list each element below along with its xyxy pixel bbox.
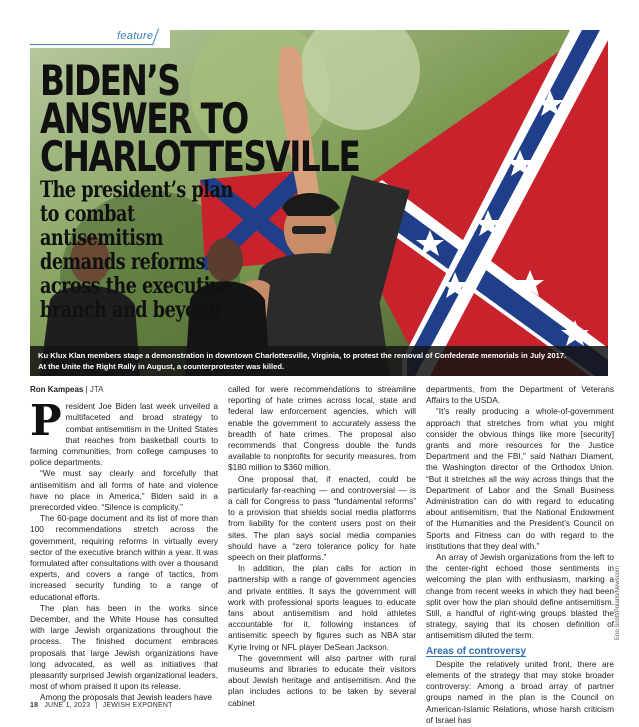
section-label: feature xyxy=(117,30,154,42)
article-paragraph: Despite the relatively united front, there are elements of the strategy that may stoke broader controversy: Among a broad array of partner groups named in the plan is the Council on American-Islamic Relations, whose harsh criticism of Israel has xyxy=(426,658,614,725)
byline-separator: | xyxy=(83,385,90,394)
article-paragraph: called for were recommendations to streamline reporting of hate crimes across local, state and federal law enforcement agencies, which will enable the government to accurately assess the breadth of hate crimes. The proposal also recommends that Congress double the funds available to nonprofits for security measures, from $180 million to $360 million. xyxy=(228,384,416,473)
article-paragraph: One proposal that, if enacted, could be particularly far-reaching — and controversial — is a call for Congress to pass “fundamental reforms” to a provision that shields social media platforms from liability for the content users post on their sites. The plan says social media companies should have a “zero tolerance policy for hate speech on their platforms.” xyxy=(228,473,416,563)
article-paragraph: The government will also partner with rural museums and libraries to educate their visitors about Jewish heritage and antisemitism. And the plan includes actions to be taken by several cabinet xyxy=(228,652,416,708)
article-paragraph xyxy=(30,396,218,468)
paragraph-text: resident Joe Biden last week unveiled a multifaceted and broad strategy to combat antisemitism in the United States that reaches from basketball courts to farming communities, from college campuses to police departments. xyxy=(30,401,218,468)
caption-line-1: Ku Klux Klan members stage a demonstration in downtown Charlottesville, Virginia, to protest the removal of Confederate memorials in July 2017. xyxy=(38,351,567,360)
article-paragraph: “We must say clearly and forcefully that antisemitism and all forms of hate and violence have no place in America,” Biden said in a prerecorded video. “Silence is complicity.” xyxy=(30,468,218,513)
caption-line-2: At the Unite the Right Rally in August, a counterprotester was killed. xyxy=(38,362,285,371)
headline-line-3: CHARLOTTESVILLE xyxy=(40,132,360,181)
article-column-3 xyxy=(426,384,614,726)
article-paragraph: In addition, the plan calls for action in partnership with a range of government agencies and private entities. It says the government will work with professional sports leagues to educate fans about antisemitism and hold athletes accountable for it, following instances of antisemitic speech by figures such as NBA star Kyrie Irving or NFL player DeSean Jackson. xyxy=(228,563,416,652)
photo-credit: Erin Scott/Polaris/Newscom xyxy=(615,565,621,640)
byline-author: Ron Kampeas xyxy=(30,385,84,394)
page-footer xyxy=(30,702,173,709)
section-heading: Areas of controversy xyxy=(426,645,527,657)
article-paragraph: Among the proposals that Jewish leaders have xyxy=(40,692,213,703)
headline-line-2: ANSWER TO xyxy=(40,94,248,143)
article-paragraph: departments, from the Department of Veterans Affairs to the USDA. xyxy=(426,384,614,406)
byline-org: JTA xyxy=(89,385,104,394)
drop-cap: P xyxy=(30,396,62,446)
article-paragraph: An array of Jewish organizations from the left to the center-right echoed those sentiments in welcoming the plan with enthusiasm, marking a change from recent weeks in which they had been split over how the plan should define antisemitism. Still, a handful of right-wing groups blasted the strategy, saying that its chosen definition of antisemitism diluted the term. xyxy=(426,552,614,641)
footer-separator: | xyxy=(95,702,98,709)
photo-caption xyxy=(30,346,608,376)
feature-rule xyxy=(30,44,152,45)
page-number: 18 xyxy=(30,702,39,709)
footer-date: JUNE 1, 2023 xyxy=(44,702,91,709)
article-column-1 xyxy=(30,384,218,704)
article-paragraph: The plan has been in the works since December, and the White House has consulted with large Jewish organizations throughout the process. The finished document embraces proposals that large Jewish organizations have long advocated, as well as initiatives that pleasantly surprised Jewish organizational leaders, most of whom praised it upon its release. xyxy=(30,602,218,692)
footer-publication: JEWISH EXPONENT xyxy=(102,702,173,709)
article-paragraph: The 60-page document and its list of more than 100 recommendations stretch across the government, requiring reforms in virtually every sector of the executive branch within a year. It was formulated after consultations with over a thousand experts, and covers a range of tactics, from increased security funding to a range of educational efforts. xyxy=(30,513,218,602)
byline xyxy=(30,384,218,395)
article-column-2 xyxy=(228,384,416,709)
headline-line-1: BIDEN’S xyxy=(40,56,180,105)
headline xyxy=(40,56,368,181)
subhead: The president’s plan to combat antisemitism demands reforms across the executive branch and beyond xyxy=(40,177,233,323)
article-paragraph: “It’s really producing a whole-of-government approach that stretches from what you might consider the obvious things like more [security] grants and more resources for the Justice Department and the FBI,” said Nathan Diament, the Washington director of the Orthodox Union. “But it stretches all the way across things that the Department of Labor and the Small Business Administration can do with regard to educating about antisemitism, that the National Endowment of the Humanities and the President’s Council on Sports and Fitness can do with regard to the institutions that they deal with.” xyxy=(426,406,614,551)
